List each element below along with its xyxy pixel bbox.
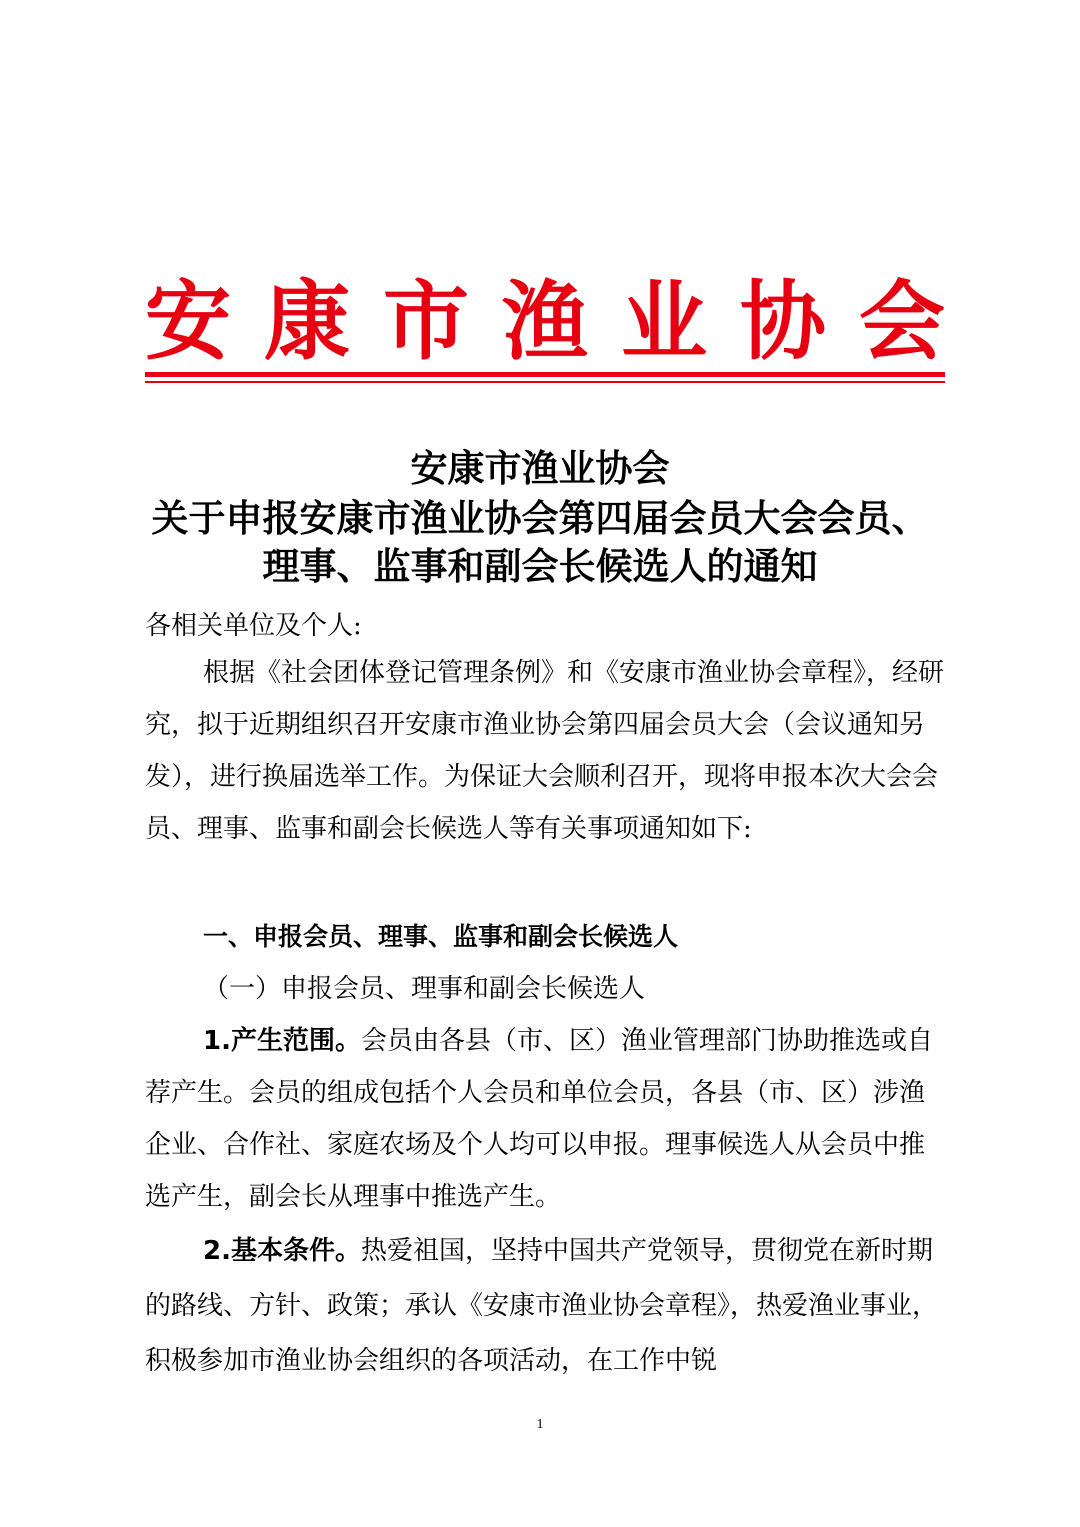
scope-paragraph xyxy=(145,1015,945,1223)
document-title-line1: 安康市渔业协会 xyxy=(410,447,670,490)
letterhead xyxy=(145,272,945,372)
letterhead-char: 会 xyxy=(859,271,945,372)
intro-paragraph: 根据《社会团体登记管理条例》和《安康市渔业协会章程》，经研究，拟于近期组织召开安康市渔业协会第四届会员大会（会议通知另发），进行换届选举工作。为保证大会顺利召开，现将申报本次大会会员、理事、监事和副会长候选人等有关事项通知如下: xyxy=(145,658,945,844)
letterhead-char: 协 xyxy=(740,271,826,372)
document-title-line2: 关于申报安康市渔业协会第四届会员大会会员、 xyxy=(151,497,929,540)
scope-label: 1.产生范围。 xyxy=(203,1026,361,1056)
letterhead-char: 安 xyxy=(145,271,231,372)
salutation: 各相关单位及个人: xyxy=(145,611,362,641)
section-heading: 一、申报会员、理事、监事和副会长候选人 xyxy=(203,922,679,951)
conditions-text: 热爱祖国，坚持中国共产党领导，贯彻党在新时期的路线、方针、政策；承认《安康市渔业协会章程》，热爱渔业事业，积极参加市渔业协会组织的各项活动，在工作中锐 xyxy=(145,1236,939,1376)
letterhead-rule-thick xyxy=(145,372,945,377)
letterhead-char: 市 xyxy=(383,271,469,372)
letterhead-char: 渔 xyxy=(502,271,588,372)
scope-text: 会员由各县（市、区）渔业管理部门协助推选或自荐产生。会员的组成包括个人会员和单位会员，各县（市、区）涉渔企业、合作社、家庭农场及个人均可以申报。理事候选人从会员中推选产生，副会长从理事中推选产生。 xyxy=(145,1026,933,1212)
conditions-paragraph xyxy=(145,1224,945,1389)
subsection-heading: （一）申报会员、理事和副会长候选人 xyxy=(203,974,646,1004)
letterhead-char: 业 xyxy=(621,271,707,372)
letterhead-char: 康 xyxy=(264,271,350,372)
conditions-label: 2.基本条件。 xyxy=(203,1236,361,1266)
page-number: 1 xyxy=(536,1417,544,1432)
document-title-line3: 理事、监事和副会长候选人的通知 xyxy=(262,545,818,588)
letterhead-rule-thin xyxy=(145,381,945,383)
